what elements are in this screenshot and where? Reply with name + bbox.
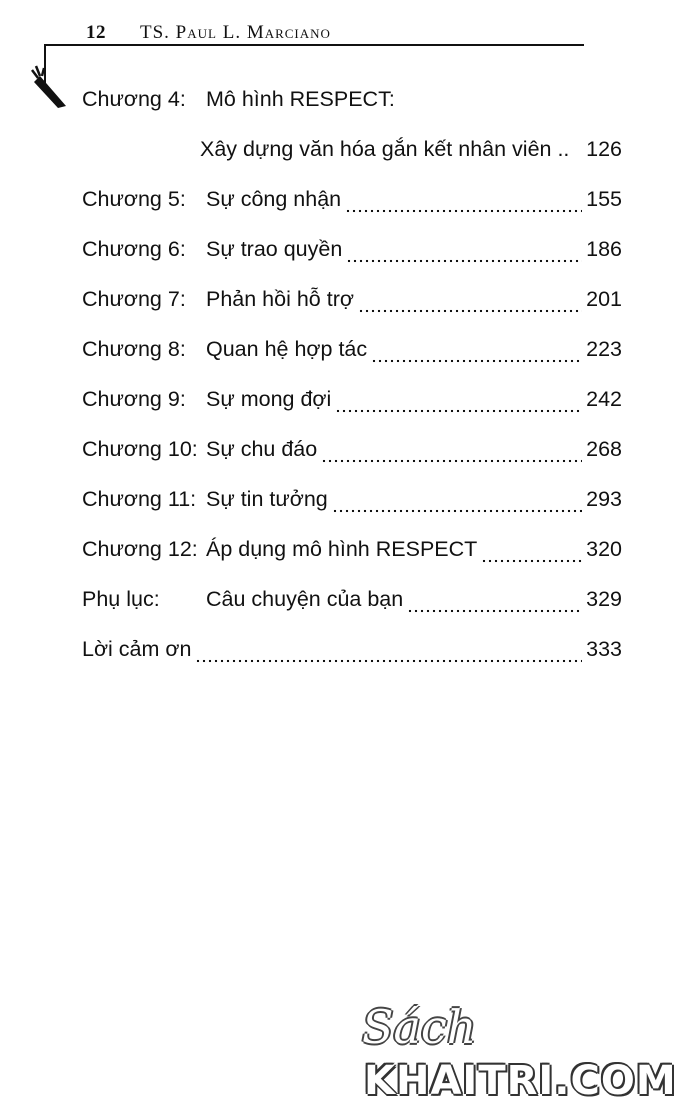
toc-entry	[82, 182, 622, 216]
toc-entry	[82, 82, 622, 116]
toc-entry-label: Chương 4:	[82, 87, 186, 111]
toc-entry-title: Phản hồi hỗ trợ	[206, 287, 354, 311]
toc-leader-dots	[481, 532, 582, 566]
toc-entry-title: Sự mong đợi	[206, 387, 332, 411]
toc-entry-label: Phụ lục:	[82, 587, 160, 611]
toc-entry-page: 320	[586, 537, 622, 561]
toc-entry-label: Chương 6:	[82, 237, 186, 261]
toc-leader-dots	[358, 282, 582, 316]
toc-entry-page: 293	[586, 487, 622, 511]
toc-entry-label: Chương 8:	[82, 337, 186, 361]
toc-entry-label: Chương 12:	[82, 537, 198, 561]
toc-entry-page: 333	[586, 637, 622, 661]
toc-entry-title: Quan hệ hợp tác	[206, 337, 368, 361]
toc-entry-title: Sự trao quyền	[206, 237, 343, 261]
watermark-script: Sách	[362, 1000, 477, 1054]
toc-entry-title: Sự tin tưởng	[206, 487, 328, 511]
toc-leader-dots	[335, 382, 582, 416]
toc-entry	[82, 282, 622, 316]
watermark-logo	[352, 1000, 682, 1112]
toc-entry-title: Áp dụng mô hình RESPECT	[206, 537, 478, 561]
toc-entry-page: 186	[586, 237, 622, 261]
toc-leader-dots	[371, 332, 582, 366]
toc-entry-page: 329	[586, 587, 622, 611]
toc-entry-label: Chương 5:	[82, 187, 186, 211]
toc-leader-dots	[346, 232, 582, 266]
toc-entry	[82, 432, 622, 466]
toc-entry-label: Lời cảm ơn	[82, 637, 192, 661]
toc-entry-title: Sự chu đáo	[206, 437, 318, 461]
toc-entry-page: 201	[586, 287, 622, 311]
toc-leader-dots	[321, 432, 582, 466]
toc-entry	[82, 532, 622, 566]
watermark-brand: KHAITRI.COM	[364, 1058, 677, 1104]
toc-entry-title: Xây dựng văn hóa gắn kết nhân viên ..	[200, 137, 570, 161]
toc-entry	[82, 582, 622, 616]
toc-entry	[82, 332, 622, 366]
toc-leader-dots	[345, 182, 582, 216]
toc-entry-label: Chương 9:	[82, 387, 186, 411]
toc-leader-dots	[407, 582, 582, 616]
toc-entry-page: 155	[586, 187, 622, 211]
toc-entry	[82, 232, 622, 266]
page-number: 12	[86, 22, 106, 43]
toc-entry	[82, 482, 622, 516]
toc-entry-title: Sự công nhận	[206, 187, 342, 211]
toc-leader-dots	[195, 632, 582, 666]
toc-leader-dots	[332, 482, 582, 516]
toc-entry-title: Câu chuyện của bạn	[206, 587, 404, 611]
toc-entry-label: Chương 7:	[82, 287, 186, 311]
toc-entry-page: 268	[586, 437, 622, 461]
toc-entry-title: Mô hình RESPECT:	[206, 87, 395, 111]
running-header-author: TS. Paul L. Marciano	[140, 22, 331, 43]
toc-entry-page: 126	[586, 137, 622, 161]
toc-entry-label: Chương 10:	[82, 437, 198, 461]
toc-entry-page: 223	[586, 337, 622, 361]
toc-entry	[82, 632, 622, 666]
toc-entry	[82, 132, 622, 166]
toc-entry-label: Chương 11:	[82, 487, 197, 511]
toc-entry-page: 242	[586, 387, 622, 411]
toc-entry	[82, 382, 622, 416]
